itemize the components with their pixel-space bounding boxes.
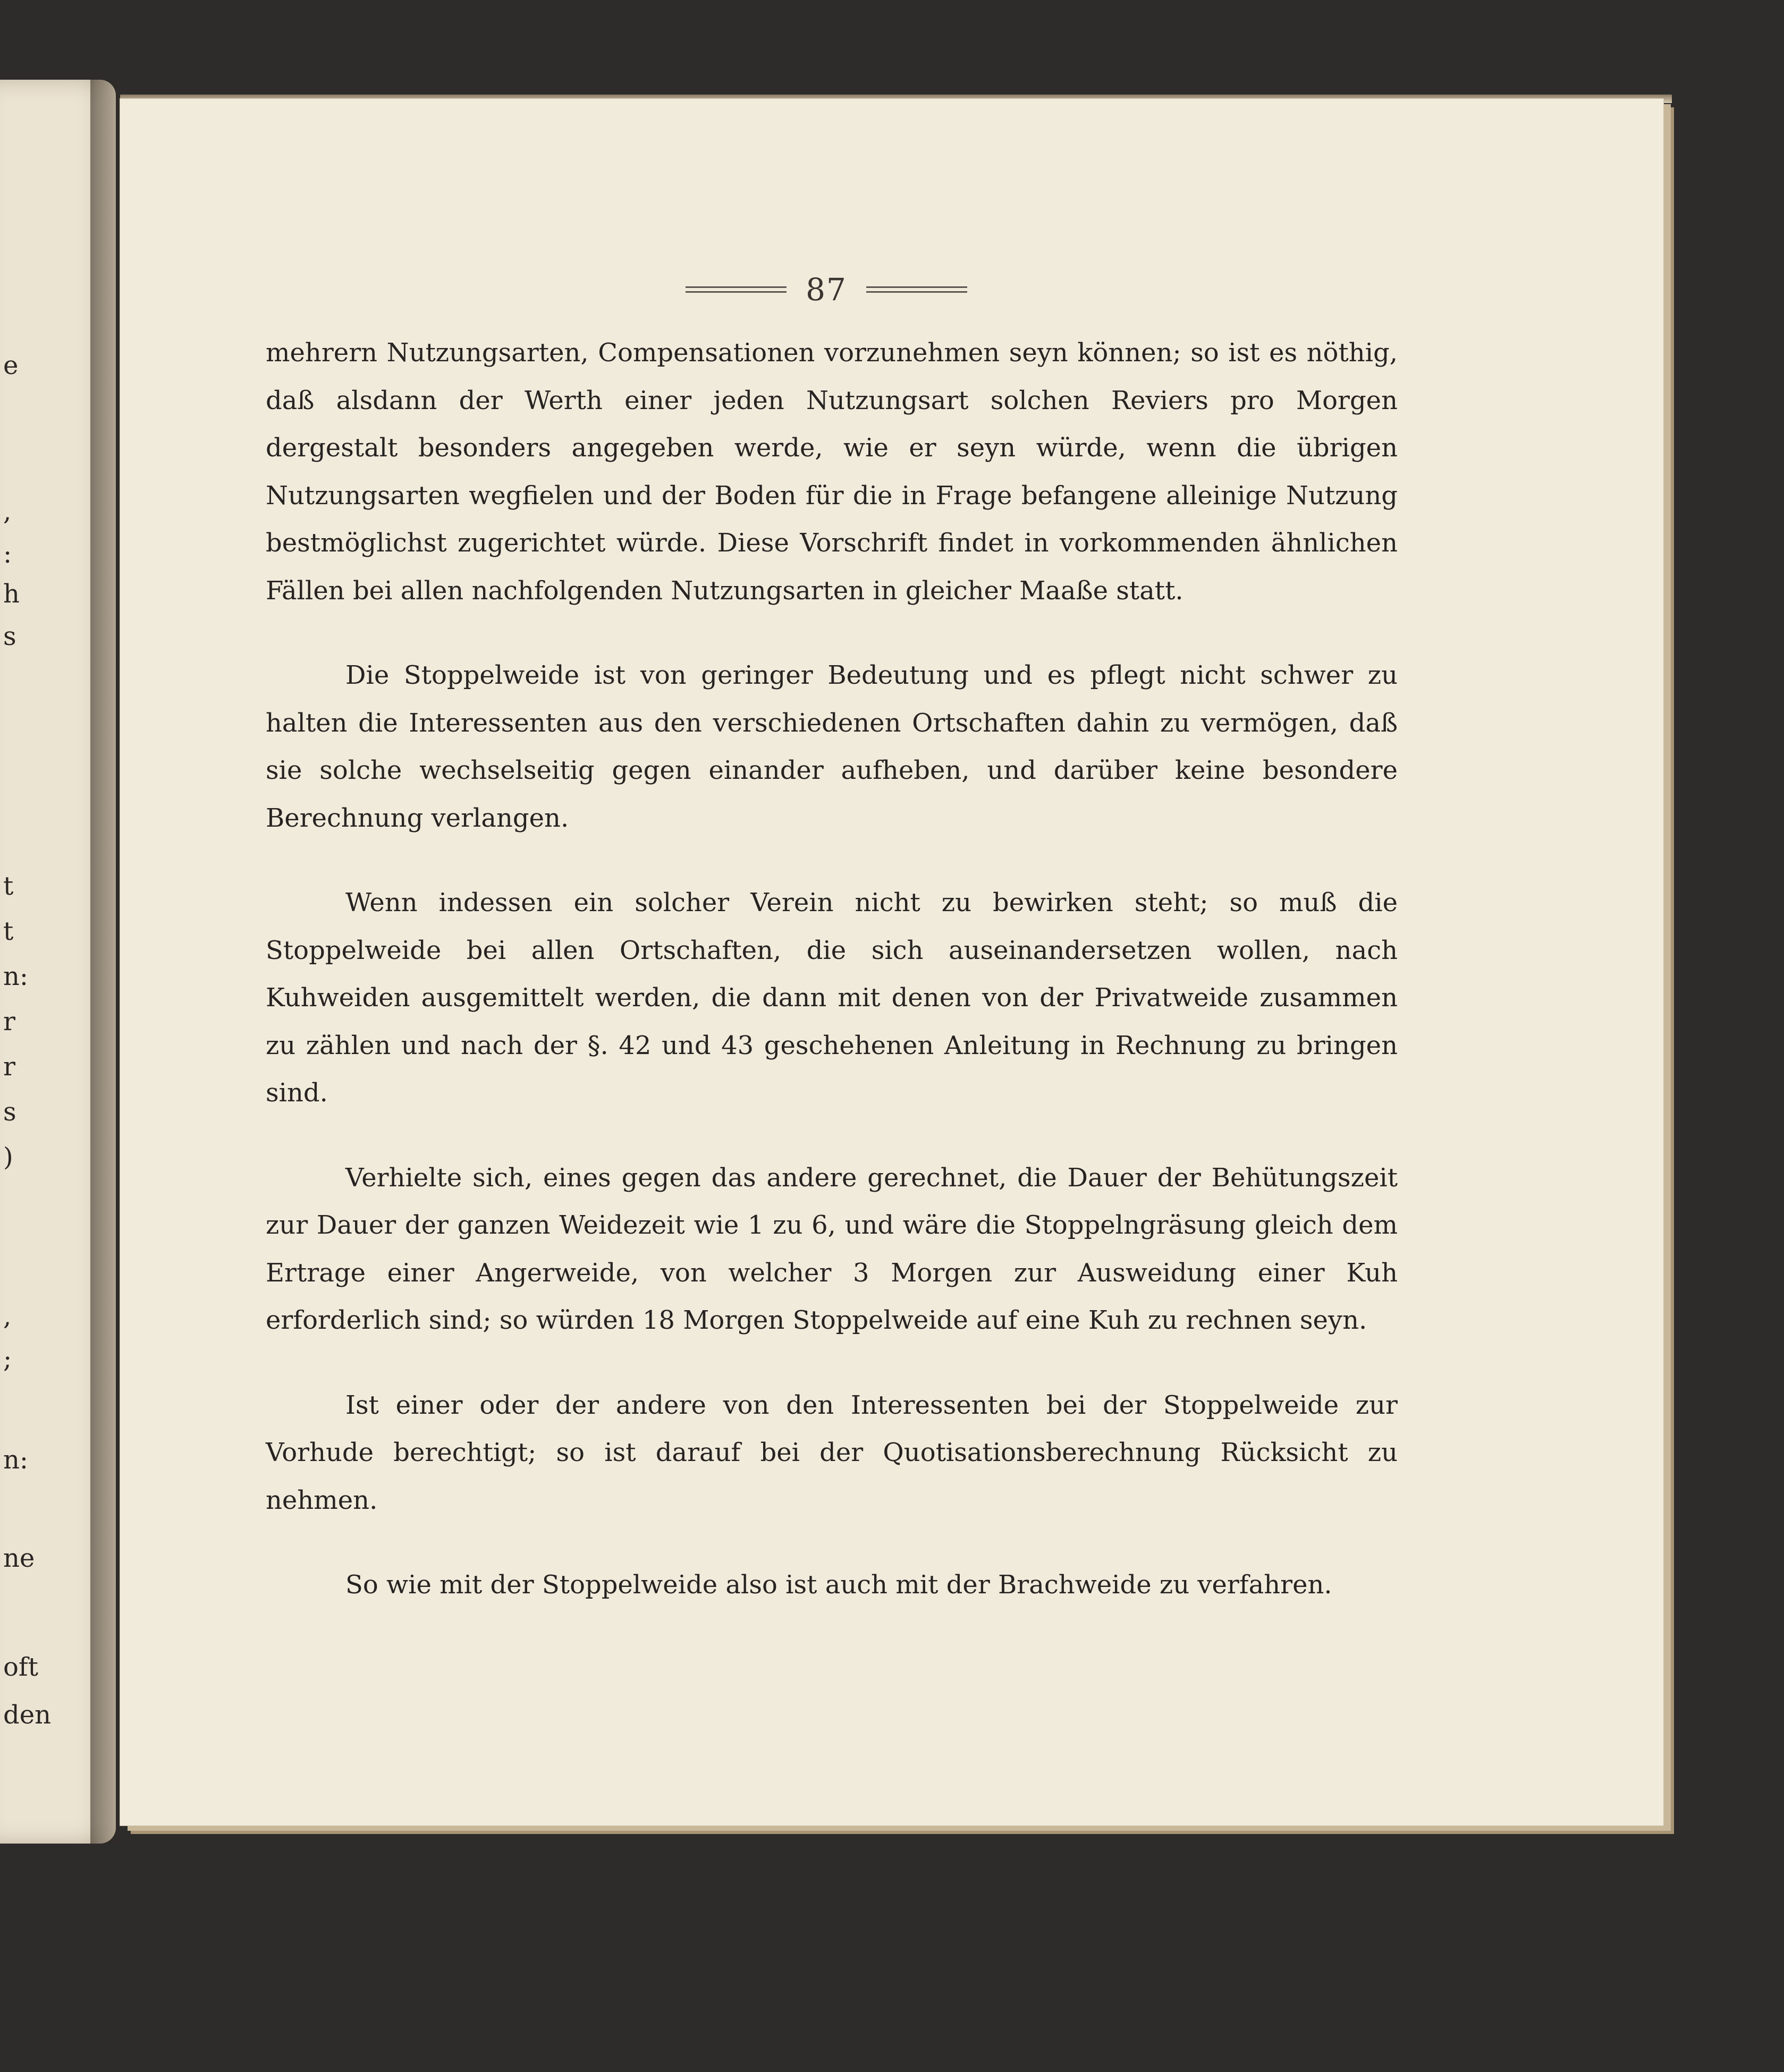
page-number: 87 bbox=[806, 271, 847, 308]
previous-page-text-fragment: ; bbox=[3, 1344, 12, 1374]
previous-page-text-fragment: : bbox=[3, 539, 12, 569]
previous-page-text-fragment: t bbox=[3, 916, 14, 946]
previous-page-text-fragment: h bbox=[3, 579, 20, 609]
previous-page-text-fragment: n: bbox=[3, 962, 29, 991]
paragraph: Wenn indessen ein solcher Verein nicht zu bewirken steht; so muß die Stoppelweide bei allen Ortschaften, die sich auseinandersetzen wollen, nach Kuhweiden ausgemittelt werden, die dann mit denen von der Privatweide zusammen zu zählen und nach der §. 42 und 43 geschehenen Anleitung in Rechnung zu bringen sind. bbox=[266, 888, 1398, 1108]
page-body bbox=[266, 329, 1398, 1609]
page-header bbox=[667, 271, 986, 308]
previous-page-text-fragment: n: bbox=[3, 1445, 29, 1475]
previous-page-text-fragment: s bbox=[3, 622, 16, 651]
paragraph: Ist einer oder der andere von den Interessenten bei der Stoppelweide zur Vorhude berechtigt; so ist darauf bei der Quotisationsberechnung Rücksicht zu nehmen. bbox=[266, 1390, 1398, 1515]
paragraph: So wie mit der Stoppelweide also ist auch mit der Brachweide zu verfahren. bbox=[345, 1570, 1332, 1600]
paragraph: mehrern Nutzungsarten, Compensationen vorzunehmen seyn können; so ist es nöthig, daß alsdann der Werth einer jeden Nutzungsart solchen Reviers pro Morgen dergestalt besonders angegeben werde, wie er seyn würde, wenn die übrigen Nutzungsarten wegfielen und der Boden für die in Frage befangene alleinige Nutzung bestmöglichst zugerichtet würde. Diese Vorschrift findet in vorkommenden ähnlichen Fällen bei allen nachfolgenden Nutzungsarten in gleicher Maaße statt. bbox=[266, 338, 1398, 606]
previous-page-text-fragment: t bbox=[3, 871, 14, 901]
previous-page-text-fragment: s bbox=[3, 1097, 16, 1127]
previous-page-text-fragment: , bbox=[3, 497, 12, 527]
previous-page-text-fragment: den bbox=[3, 1700, 52, 1730]
paragraph: Die Stoppelweide ist von geringer Bedeutung und es pflegt nicht schwer zu halten die Interessenten aus den verschiedenen Ortschaften dahin zu vermögen, daß sie solche wechselseitig gegen einander aufheben, und darüber keine besondere Berechnung verlangen. bbox=[266, 660, 1398, 833]
header-rule-right bbox=[866, 286, 967, 293]
header-rule-left bbox=[686, 286, 787, 293]
previous-page-text-fragment: ) bbox=[3, 1142, 13, 1172]
previous-page-text-fragment: oft bbox=[3, 1652, 38, 1682]
previous-page-text-fragment: r bbox=[3, 1052, 15, 1082]
previous-page-text-fragment: r bbox=[3, 1007, 15, 1037]
paragraph: Verhielte sich, eines gegen das andere gerechnet, die Dauer der Behütungszeit zur Dauer der ganzen Weidezeit wie 1 zu 6, und wäre die Stoppelngräsung gleich dem Ertrage einer Angerweide, von welcher 3 Morgen zur Ausweidung einer Kuh erforderlich sind; so würden 18 Morgen Stoppelweide auf eine Kuh zu rechnen seyn. bbox=[266, 1162, 1398, 1335]
previous-page-text-fragment: ne bbox=[3, 1543, 35, 1573]
previous-page-text-fragment: e bbox=[3, 351, 19, 380]
previous-page-text-fragment: , bbox=[3, 1302, 12, 1331]
book-gutter bbox=[90, 80, 122, 1844]
